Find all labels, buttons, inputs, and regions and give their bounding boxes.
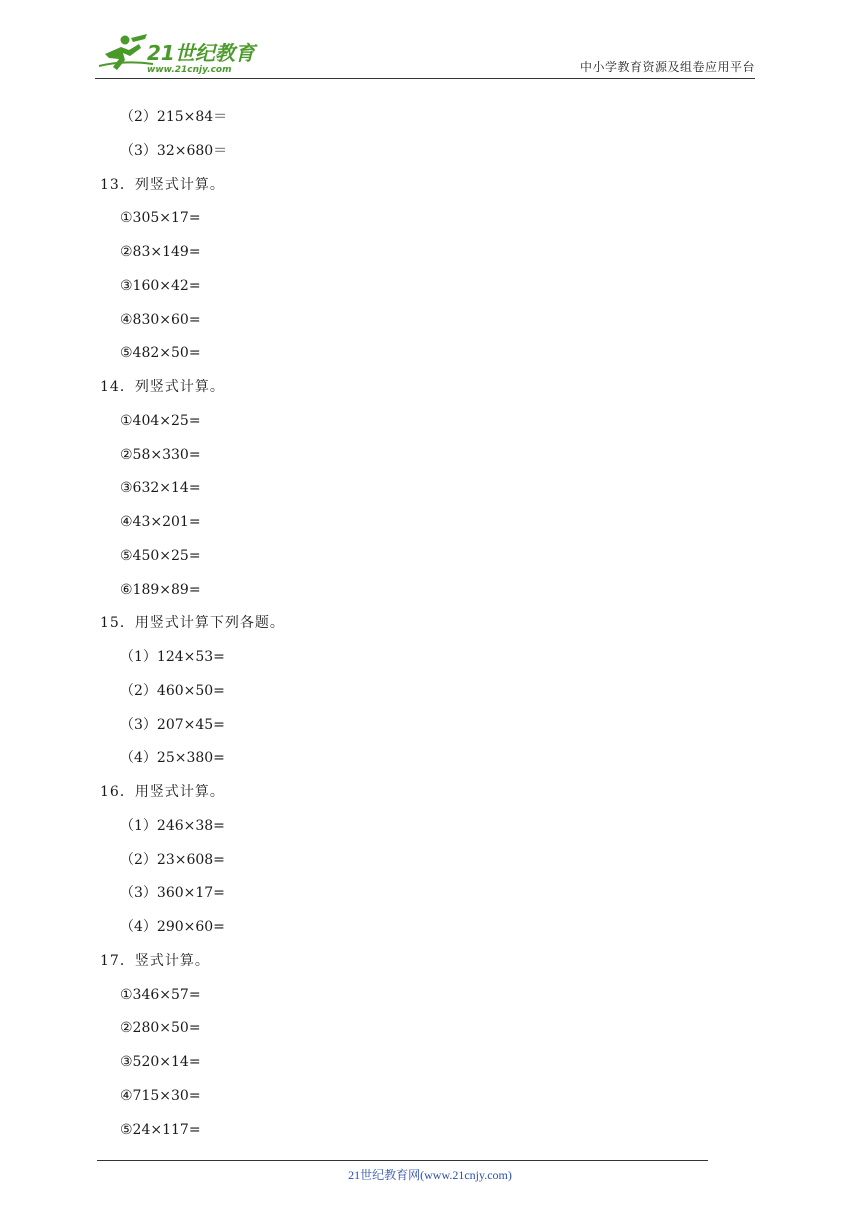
calculation-item: （3）360×17= bbox=[120, 885, 225, 902]
logo-text: 21世纪教育 bbox=[147, 41, 255, 65]
question-heading: 13．列竖式计算。 bbox=[100, 176, 225, 193]
calculation-item: ③160×42= bbox=[120, 277, 201, 294]
calculation-item: ⑤24×117= bbox=[120, 1121, 201, 1138]
page-header bbox=[95, 30, 755, 79]
calculation-item: ④715×30= bbox=[120, 1087, 201, 1104]
calculation-item: （2）460×50= bbox=[120, 682, 225, 699]
logo-url: www.21cnjy.com bbox=[147, 65, 232, 75]
calculation-item: （1）124×53= bbox=[120, 649, 225, 665]
calculation-item: （2）215×84＝ bbox=[120, 109, 228, 125]
calculation-item: （3）32×680＝ bbox=[120, 142, 228, 159]
calculation-item: ③520×14= bbox=[120, 1054, 201, 1070]
header-tagline: 中小学教育资源及组卷应用平台 bbox=[579, 60, 755, 74]
calculation-item: ③632×14= bbox=[120, 480, 201, 497]
calculation-item: ①404×25= bbox=[120, 412, 201, 429]
calculation-item: ②83×149= bbox=[120, 244, 201, 260]
calculation-item: （1）246×38= bbox=[120, 817, 225, 834]
page-footer[interactable]: 21世纪教育网(www.21cnjy.com) bbox=[348, 1168, 512, 1182]
site-logo[interactable] bbox=[95, 30, 265, 76]
calculation-item: ④830×60= bbox=[120, 311, 201, 328]
calculation-item: ②58×330= bbox=[120, 446, 201, 463]
calculation-item: ①305×17= bbox=[120, 210, 201, 227]
calculation-item: ①346×57= bbox=[120, 986, 201, 1003]
calculation-item: ②280×50= bbox=[120, 1020, 201, 1037]
calculation-item: ⑤450×25= bbox=[120, 547, 201, 564]
question-heading: 14．列竖式计算。 bbox=[100, 379, 225, 395]
calculation-item: （4）290×60= bbox=[120, 919, 225, 935]
question-heading: 17．竖式计算。 bbox=[100, 952, 210, 969]
footer-divider bbox=[97, 1160, 708, 1161]
calculation-item: ⑤482×50= bbox=[120, 345, 201, 362]
calculation-item: （3）207×45= bbox=[120, 716, 225, 733]
question-heading: 16．用竖式计算。 bbox=[100, 784, 225, 800]
calculation-item: ④43×201= bbox=[120, 514, 201, 530]
calculation-item: ⑥189×89= bbox=[120, 581, 201, 598]
calculation-item: （4）25×380= bbox=[120, 750, 225, 767]
question-heading: 15．用竖式计算下列各题。 bbox=[100, 615, 285, 632]
calculation-item: （2）23×608= bbox=[120, 851, 225, 868]
